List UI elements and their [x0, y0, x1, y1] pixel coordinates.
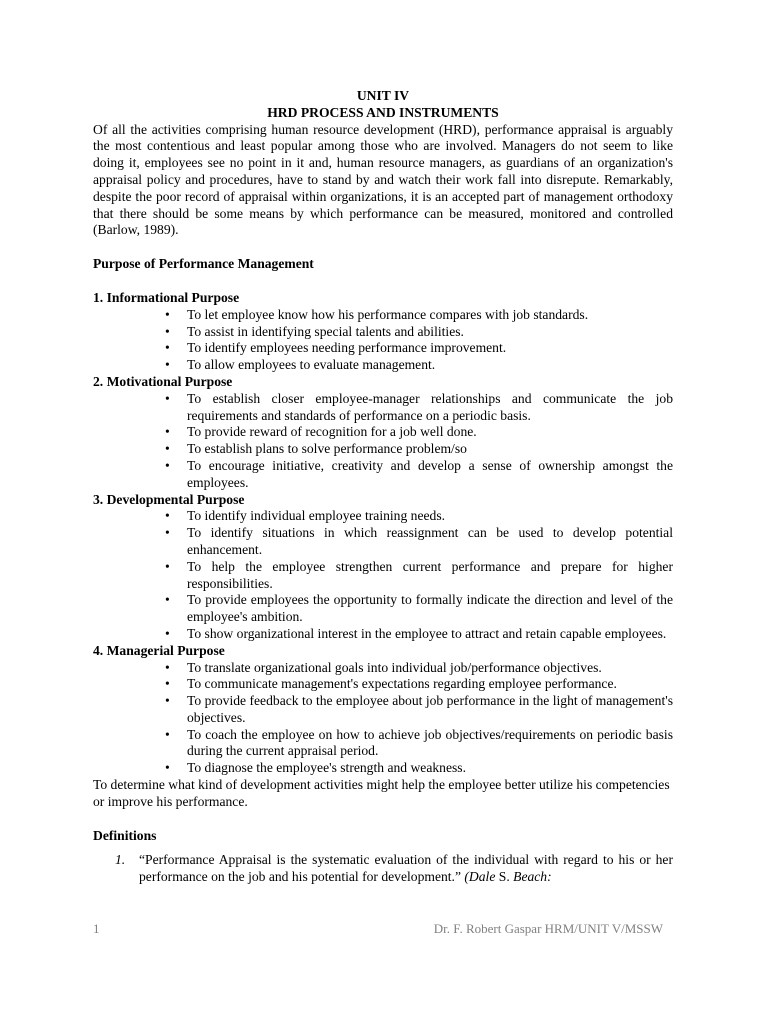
bullet-icon: • — [165, 441, 170, 457]
bullet-list — [93, 391, 673, 492]
unit-title: UNIT IV — [356, 88, 410, 103]
closing-paragraph: To determine what kind of development activities might help the employee better utilize his competencies or improve his performance. — [93, 777, 670, 809]
section-heading: 3. Developmental Purpose — [93, 491, 245, 507]
list-item: • To establish closer employee-manager relationships and communicate the job requirements and standards of performance on a periodic basis. — [165, 390, 673, 423]
bullet-list — [93, 307, 673, 374]
definition-number: 1. — [115, 852, 126, 868]
definition-item — [93, 852, 673, 886]
bullet-icon: • — [165, 760, 170, 776]
bullet-list — [93, 508, 673, 642]
definition-cite: (Dale — [464, 869, 496, 885]
section-heading: 2. Motivational Purpose — [93, 373, 233, 389]
list-item: • To identify employees needing performance improvement. — [165, 340, 507, 356]
bullet-icon: • — [165, 424, 170, 440]
footer-author: Dr. F. Robert Gaspar HRM/UNIT V/MSSW — [433, 921, 663, 936]
section-managerial — [93, 643, 673, 777]
list-item: • To assist in identifying special talents and abilities. — [165, 323, 464, 339]
list-item: • To translate organizational goals into individual job/performance objectives. — [165, 659, 602, 675]
section-informational — [93, 290, 673, 374]
bullet-icon: • — [165, 693, 170, 709]
definitions-list — [93, 852, 673, 886]
list-item: • To help the employee strengthen current performance and prepare for higher responsibilities. — [165, 558, 673, 591]
bullet-icon: • — [165, 357, 170, 373]
list-item: • To provide reward of recognition for a job well done. — [165, 424, 477, 440]
list-item: • To communicate management's expectations regarding employee performance. — [165, 676, 617, 692]
list-item: • To provide employees the opportunity to formally indicate the direction and level of the employee's ambition. — [165, 592, 673, 625]
list-item: • To provide feedback to the employee about job performance in the light of management's objectives. — [165, 693, 673, 725]
list-item: • To encourage initiative, creativity and develop a sense of ownership amongst the employees. — [165, 457, 673, 490]
unit-subtitle: HRD PROCESS AND INSTRUMENTS — [267, 104, 499, 120]
bullet-icon: • — [165, 558, 170, 574]
purpose-heading: Purpose of Performance Management — [93, 256, 314, 272]
bullet-icon: • — [165, 323, 170, 339]
section-heading: 4. Managerial Purpose — [93, 642, 225, 658]
bullet-icon: • — [165, 306, 170, 322]
bullet-list — [93, 660, 673, 778]
page-number: 1 — [93, 921, 100, 936]
list-item: • To diagnose the employee's strength and weakness. — [165, 760, 466, 776]
definition-cite-initial: S. — [498, 869, 510, 885]
bullet-icon: • — [165, 340, 170, 356]
definitions-heading: Definitions — [93, 827, 157, 843]
bullet-icon: • — [165, 390, 170, 406]
list-item: • To allow employees to evaluate management. — [165, 357, 436, 373]
list-item: • To identify individual employee training needs. — [165, 508, 446, 524]
definition-text: “Performance Appraisal is the systematic evaluation of the individual with regard to his or her performance on the job and his potential for development.” — [139, 852, 673, 885]
list-item: • To let employee know how his performance compares with job standards. — [165, 306, 589, 322]
bullet-icon: • — [165, 508, 170, 524]
bullet-icon: • — [165, 726, 170, 742]
list-item: • To establish plans to solve performance problem/so — [165, 441, 467, 457]
bullet-icon: • — [165, 659, 170, 675]
bullet-icon: • — [165, 676, 170, 692]
section-developmental — [93, 492, 673, 643]
section-heading: 1. Informational Purpose — [93, 289, 240, 305]
list-item: • To show organizational interest in the employee to attract and retain capable employees. — [165, 625, 667, 641]
definition-cite-source: Beach: — [513, 869, 552, 885]
document-page — [93, 88, 673, 886]
list-item: • To identify situations in which reassignment can be used to develop potential enhancement. — [165, 525, 673, 557]
bullet-icon: • — [165, 592, 170, 608]
bullet-icon: • — [165, 525, 170, 541]
section-motivational — [93, 374, 673, 492]
bullet-icon: • — [165, 625, 170, 641]
list-item: • To coach the employee on how to achieve job objectives/requirements on periodic basis during the current appraisal period. — [165, 726, 673, 759]
bullet-icon: • — [165, 457, 170, 473]
intro-paragraph: Of all the activities comprising human resource development (HRD), performance appraisal is arguably the most contentious and least popular among those who are involved. Managers do not seem to like doing it, employees see no point in it and, human resource managers, as guardians of an organization's appraisal policy and procedures, have to stand by and watch their work fall into disrepute. Remarkably, despite the poor record of appraisal within organizations, it is an accepted part of management orthodoxy that there should be some means by which performance can be measured, monitored and controlled (Barlow, 1989). — [93, 121, 673, 238]
